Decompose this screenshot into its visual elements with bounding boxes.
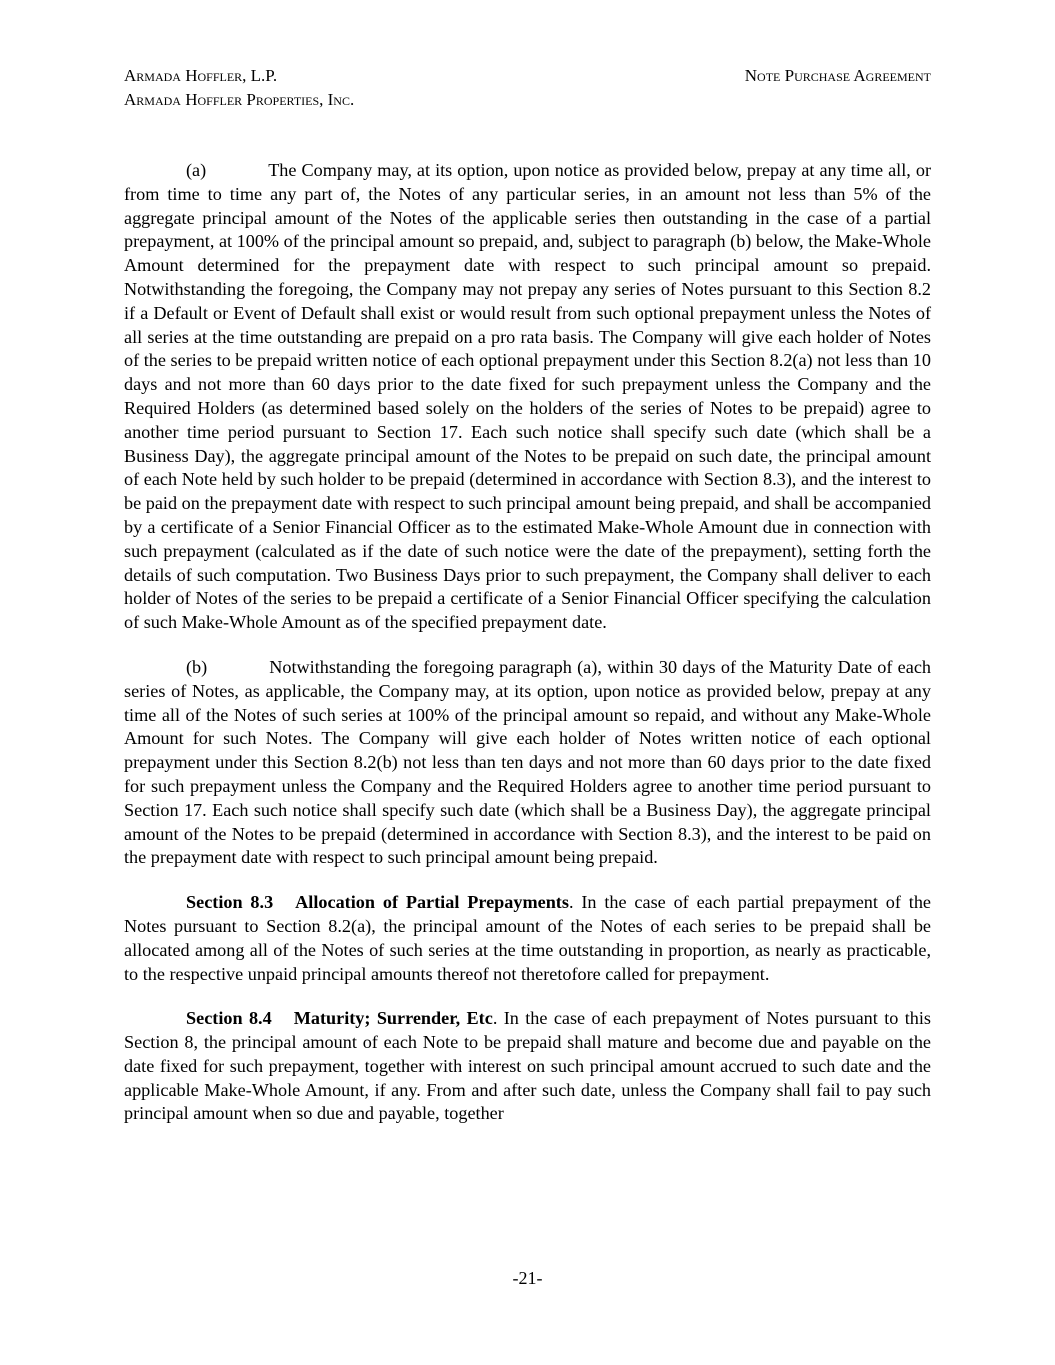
section-8-3-number: Section 8.3 xyxy=(186,892,274,913)
body-text xyxy=(124,159,931,1147)
paragraph-b-text: Notwithstanding the foregoing paragraph (a), within 30 days of the Maturity Date of each series of Notes, as applicable, the Company may, at its option, upon notice as provided below, prepay at any time all of the Notes of such series at 100% of the principal amount so repaid, and without any Make-Whole Amount for such Notes. The Company will give each holder of Notes written notice of each optional prepayment under this Section 8.2(b) not less than ten days and not more than 60 days prior to the date fixed for such prepayment unless the Company and the Required Holders agree to another time period pursuant to Section 17. Each such notice shall specify such date (which shall be a Business Day), the aggregate principal amount of the Notes to be prepaid (determined in accordance with Section 8.3), and the interest to be paid on the prepayment date with respect to such principal amount being prepaid. xyxy=(124,656,931,868)
paragraph-a xyxy=(124,159,931,635)
header-document-title: Note Purchase Agreement xyxy=(744,66,931,85)
section-8-3-text: . In the case of each partial prepayment of the Notes pursuant to Section 8.2(a), the principal amount of the Notes of each series to be prepaid shall be allocated among all of the Notes of such series at the time outstanding in proportion, as nearly as practicable, to the respective unpaid principal amounts thereof not theretofore called for prepayment. xyxy=(124,892,931,984)
section-8-3-title: Allocation of Partial Prepayments xyxy=(295,892,569,913)
paragraph-b-label: (b) xyxy=(186,656,208,677)
section-8-3 xyxy=(124,891,931,986)
paragraph-b xyxy=(124,656,931,870)
section-8-4-text: . In the case of each prepayment of Notes pursuant to this Section 8, the principal amount of each Note to be prepaid shall mature and become due and payable on the date fixed for such prepayment, together with interest on such principal amount accrued to such date and the applicable Make-Whole Amount, if any. From and after such date, unless the Company shall fail to pay such principal amount when so due and payable, together xyxy=(124,1008,931,1124)
header-company-inc: Armada Hoffler Properties, Inc. xyxy=(124,90,355,109)
page-number: -21- xyxy=(512,1268,543,1288)
section-8-4 xyxy=(124,1007,931,1126)
paragraph-a-text: The Company may, at its option, upon notice as provided below, prepay at any time all, or from time to time any part of, the Notes of any particular series, in an amount not less than 5% of the aggregate principal amount of the Notes of the applicable series then outstanding in the case of a partial prepayment, at 100% of the principal amount so prepaid, and, subject to paragraph (b) below, the Make-Whole Amount determined for the prepayment date with respect to such principal amount so prepaid. Notwithstanding the foregoing, the Company may not prepay any series of Notes pursuant to this Section 8.2 if a Default or Event of Default shall exist or would result from such optional prepayment unless the Notes of all series at the time outstanding are prepaid on a pro rata basis. The Company will give each holder of Notes of the series to be prepaid written notice of each optional prepayment under this Section 8.2(a) not less than 10 days and not more than 60 days prior to the date fixed for such prepayment unless the Company and the Required Holders (as determined based solely on the holders of the series of Notes to be prepaid) agree to another time period pursuant to Section 17. Each such notice shall specify such date (which shall be a Business Day), the aggregate principal amount of the Notes to be prepaid on such date, the principal amount of each Note held by such holder to be prepaid (determined in accordance with Section 8.3), and the interest to be paid on the prepayment date with respect to such principal amount being prepaid, and shall be accompanied by a certificate of a Senior Financial Officer as to the estimated Make-Whole Amount due in connection with such prepayment (calculated as if the date of such notice were the date of the prepayment), setting forth the details of such computation. Two Business Days prior to such prepayment, the Company shall deliver to each holder of Notes of the series to be prepaid a certificate of a Senior Financial Officer specifying the calculation of such Make-Whole Amount as of the specified prepayment date. xyxy=(124,160,931,633)
section-8-4-number: Section 8.4 xyxy=(186,1008,272,1029)
paragraph-a-label: (a) xyxy=(186,160,207,180)
section-8-4-title: Maturity; Surrender, Etc xyxy=(293,1008,493,1029)
header-company-lp: Armada Hoffler, L.P. xyxy=(124,66,278,85)
header-left xyxy=(124,64,354,112)
